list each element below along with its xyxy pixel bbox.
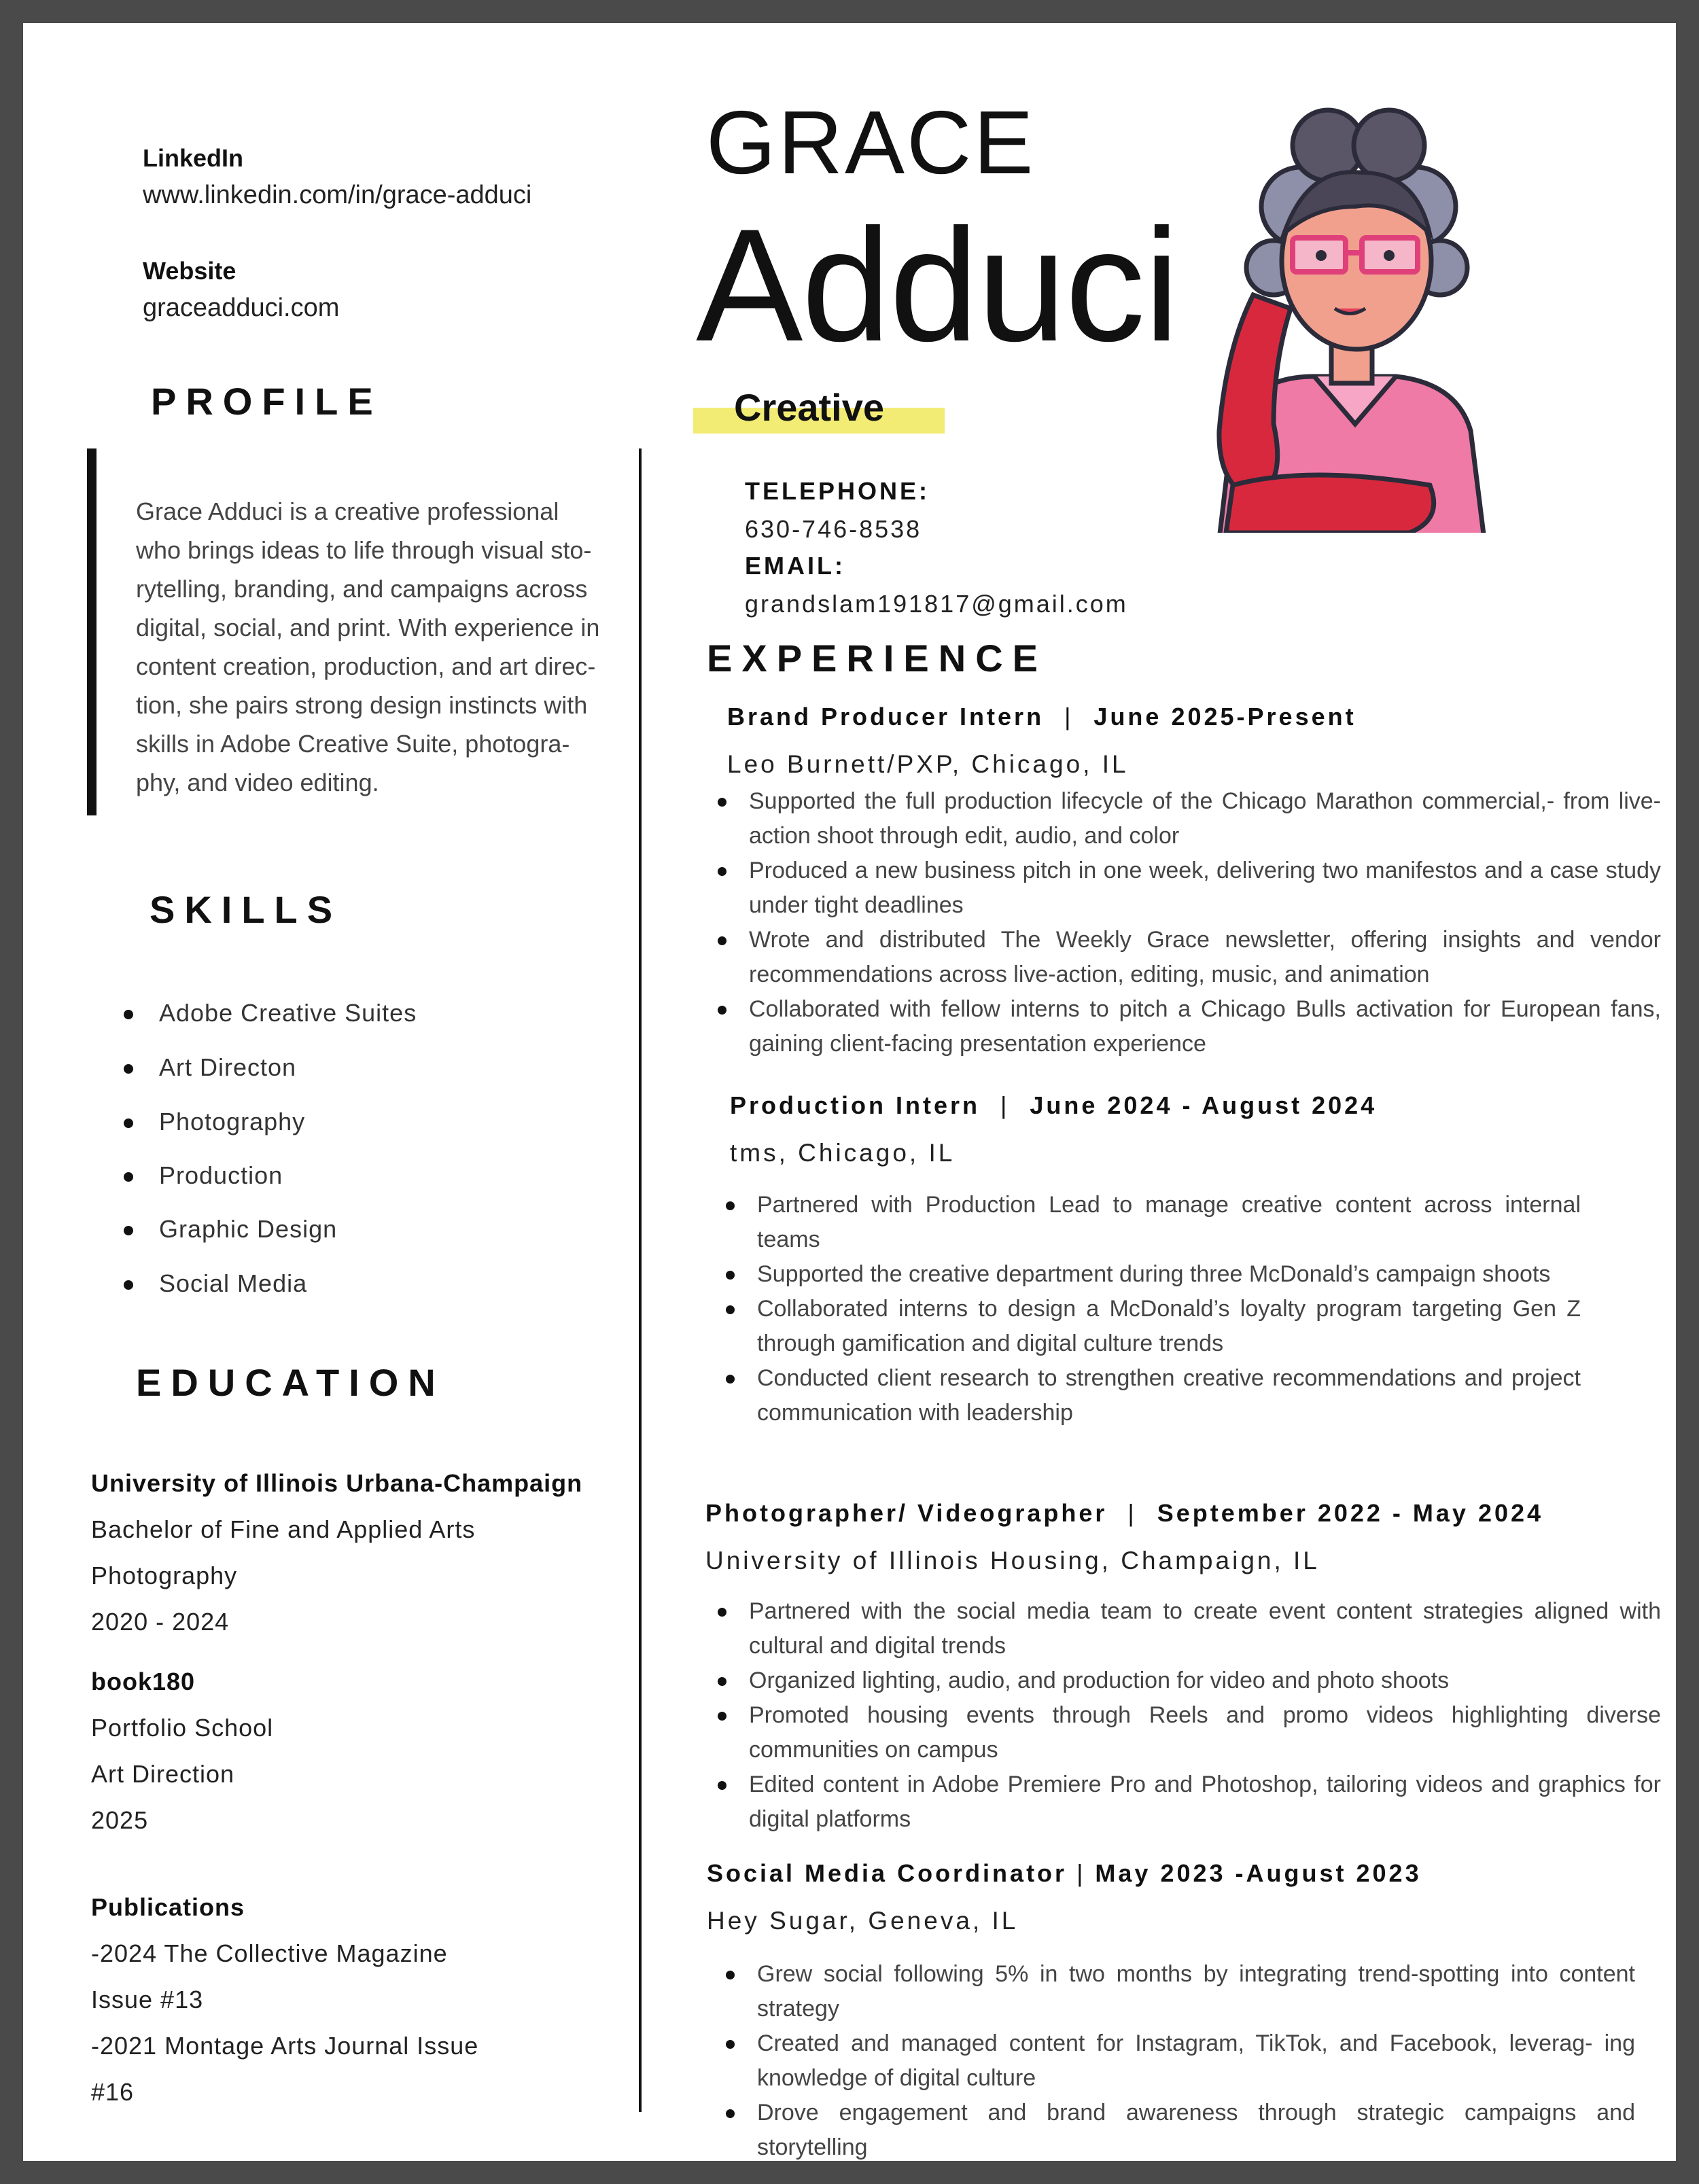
profile-text: [136, 492, 632, 802]
publication-line: #16: [91, 2078, 135, 2106]
website-label: Website: [143, 257, 237, 285]
job-role: Social Media Coordinator: [707, 1859, 1068, 1887]
job-header: Social Media Coordinator | May 2023 -August 2023: [707, 1859, 1422, 1887]
skills-heading: SKILLS: [150, 888, 343, 931]
list-item: Collaborated interns to design a McDonald’s loyalty program targeting Gen Z through gamification and digital culture trends: [757, 1292, 1581, 1361]
linkedin-label: LinkedIn: [143, 144, 244, 172]
bullet-icon: [124, 1010, 133, 1019]
bullet-icon: [726, 1971, 735, 1979]
education-years: 2020 - 2024: [91, 1608, 230, 1636]
profile-line: who brings ideas to life through visual sto-: [136, 536, 592, 564]
list-item: Created and managed content for Instagram, TikTok, and Facebook, leverag- ing knowledge of digital culture: [757, 2026, 1635, 2096]
bullet-icon: [718, 798, 726, 807]
bullet-icon: [726, 2109, 735, 2118]
website-link[interactable]: graceadduci.com: [143, 294, 340, 322]
education-field: Art Direction: [91, 1760, 235, 1788]
profile-line: content creation, production, and art direc-: [136, 652, 596, 680]
bullet-icon: [718, 1781, 726, 1790]
education-degree: Portfolio School: [91, 1714, 274, 1742]
skill-item: Art Directon: [159, 1053, 296, 1082]
job-company: tms, Chicago, IL: [730, 1139, 956, 1167]
list-item: Collaborated with fellow interns to pitch a Chicago Bulls activation for European fans, gaining client-facing presentation experience: [749, 992, 1661, 1061]
profile-line: digital, social, and print. With experience in: [136, 614, 600, 641]
profile-line: phy, and video editing.: [136, 769, 379, 796]
bullet-icon: [124, 1119, 133, 1128]
first-name: GRACE: [706, 92, 1036, 192]
bullet-icon: [124, 1280, 133, 1290]
bullet-icon: [726, 2040, 735, 2049]
job-role: Production Intern: [730, 1091, 980, 1119]
job-header: Photographer/ Videographer | September 2022 - May 2024: [705, 1499, 1544, 1527]
list-item: Produced a new business pitch in one week, delivering two manifestos and a case study under tight deadlines: [749, 853, 1661, 923]
job-bullets: [757, 1957, 1635, 2161]
bullet-icon: [726, 1375, 735, 1384]
publications-heading: Publications: [91, 1893, 245, 1921]
education-degree: Bachelor of Fine and Applied Arts: [91, 1515, 476, 1543]
job-dates: May 2023 -August 2023: [1095, 1859, 1422, 1887]
list-item: Supported the full production lifecycle of the Chicago Marathon commercial,- from live-action shoot through edit, audio, and color: [749, 784, 1661, 853]
job-bullets: [749, 784, 1661, 1061]
job-bullets: [749, 1594, 1661, 1837]
bullet-icon: [726, 1271, 735, 1280]
list-item: Wrote and distributed The Weekly Grace newsletter, offering insights and vendor recommendations across live-action, editing, music, and animation: [749, 923, 1661, 992]
job-dates: June 2024 - August 2024: [1030, 1091, 1378, 1119]
list-item: Partnered with the social media team to create event content strategies aligned with cultural and digital trends: [749, 1594, 1661, 1663]
column-divider: [639, 448, 642, 2112]
list-item: Organized lighting, audio, and production for video and photo shoots: [749, 1663, 1661, 1698]
profile-line: Grace Adduci is a creative professional: [136, 497, 559, 525]
publication-line: -2021 Montage Arts Journal Issue: [91, 2032, 479, 2060]
resume-page: [23, 23, 1676, 2161]
bullet-icon: [718, 936, 726, 945]
publication-line: -2024 The Collective Magazine: [91, 1939, 448, 1967]
profile-line: tion, she pairs strong design instincts with: [136, 691, 588, 719]
list-item: Partnered with Production Lead to manage creative content across internal teams: [757, 1188, 1581, 1257]
bullet-icon: [718, 1006, 726, 1015]
bullet-icon: [726, 1305, 735, 1314]
email-label: EMAIL:: [745, 552, 845, 580]
job-dates: June 2025-Present: [1093, 703, 1356, 730]
bullet-icon: [124, 1172, 133, 1182]
job-company: Leo Burnett/PXP, Chicago, IL: [727, 750, 1129, 778]
avatar-illustration: [1172, 105, 1525, 533]
experience-heading: EXPERIENCE: [707, 637, 1047, 680]
list-item: Grew social following 5% in two months by integrating trend-spotting into content strategy: [757, 1957, 1635, 2026]
publication-line: Issue #13: [91, 1986, 204, 2013]
linkedin-link[interactable]: www.linkedin.com/in/grace-adduci: [143, 181, 532, 209]
skill-item: Production: [159, 1161, 283, 1190]
job-header: Production Intern | June 2024 - August 2024: [730, 1091, 1378, 1119]
education-school: University of Illinois Urbana-Champaign: [91, 1469, 583, 1497]
list-item: Promoted housing events through Reels and promo videos highlighting diverse communities on campus: [749, 1698, 1661, 1767]
bullet-icon: [718, 1712, 726, 1721]
profile-line: rytelling, branding, and campaigns across: [136, 575, 588, 603]
list-item: Edited content in Adobe Premiere Pro and Photoshop, tailoring videos and graphics for digital platforms: [749, 1767, 1661, 1837]
education-school: book180: [91, 1668, 196, 1695]
telephone-value[interactable]: 630-746-8538: [745, 515, 922, 543]
skill-item: Graphic Design: [159, 1215, 337, 1244]
bullet-icon: [718, 867, 726, 876]
job-company: Hey Sugar, Geneva, IL: [707, 1907, 1019, 1935]
bullet-icon: [718, 1677, 726, 1686]
bullet-icon: [726, 1201, 735, 1210]
skill-item: Adobe Creative Suites: [159, 999, 417, 1027]
education-years: 2025: [91, 1806, 149, 1834]
profile-accent-bar: [87, 448, 97, 815]
profile-heading: PROFILE: [151, 380, 383, 423]
job-company: University of Illinois Housing, Champaign, IL: [705, 1547, 1320, 1574]
job-dates: September 2022 - May 2024: [1157, 1499, 1544, 1527]
list-item: Supported the creative department during three McDonald’s campaign shoots: [757, 1257, 1581, 1292]
bullet-icon: [718, 1608, 726, 1617]
last-name: Adduci: [696, 196, 1178, 375]
bullet-icon: [124, 1064, 133, 1074]
skill-item: Photography: [159, 1108, 305, 1136]
job-bullets: [757, 1188, 1581, 1430]
list-item: Drove engagement and brand awareness through strategic campaigns and storytelling: [757, 2096, 1635, 2161]
education-field: Photography: [91, 1562, 238, 1589]
telephone-label: TELEPHONE:: [745, 477, 930, 505]
job-role: Brand Producer Intern: [727, 703, 1045, 730]
email-value[interactable]: grandslam191817@gmail.com: [745, 590, 1128, 618]
job-header: Brand Producer Intern | June 2025-Present: [727, 703, 1356, 730]
education-heading: EDUCATION: [136, 1361, 445, 1404]
list-item: Conducted client research to strengthen creative recommendations and project communication with leadership: [757, 1361, 1581, 1430]
job-role: Photographer/ Videographer: [705, 1499, 1108, 1527]
job-title: Creative: [734, 386, 885, 429]
profile-line: skills in Adobe Creative Suite, photogra-: [136, 730, 570, 758]
bullet-icon: [124, 1226, 133, 1235]
skill-item: Social Media: [159, 1269, 307, 1298]
